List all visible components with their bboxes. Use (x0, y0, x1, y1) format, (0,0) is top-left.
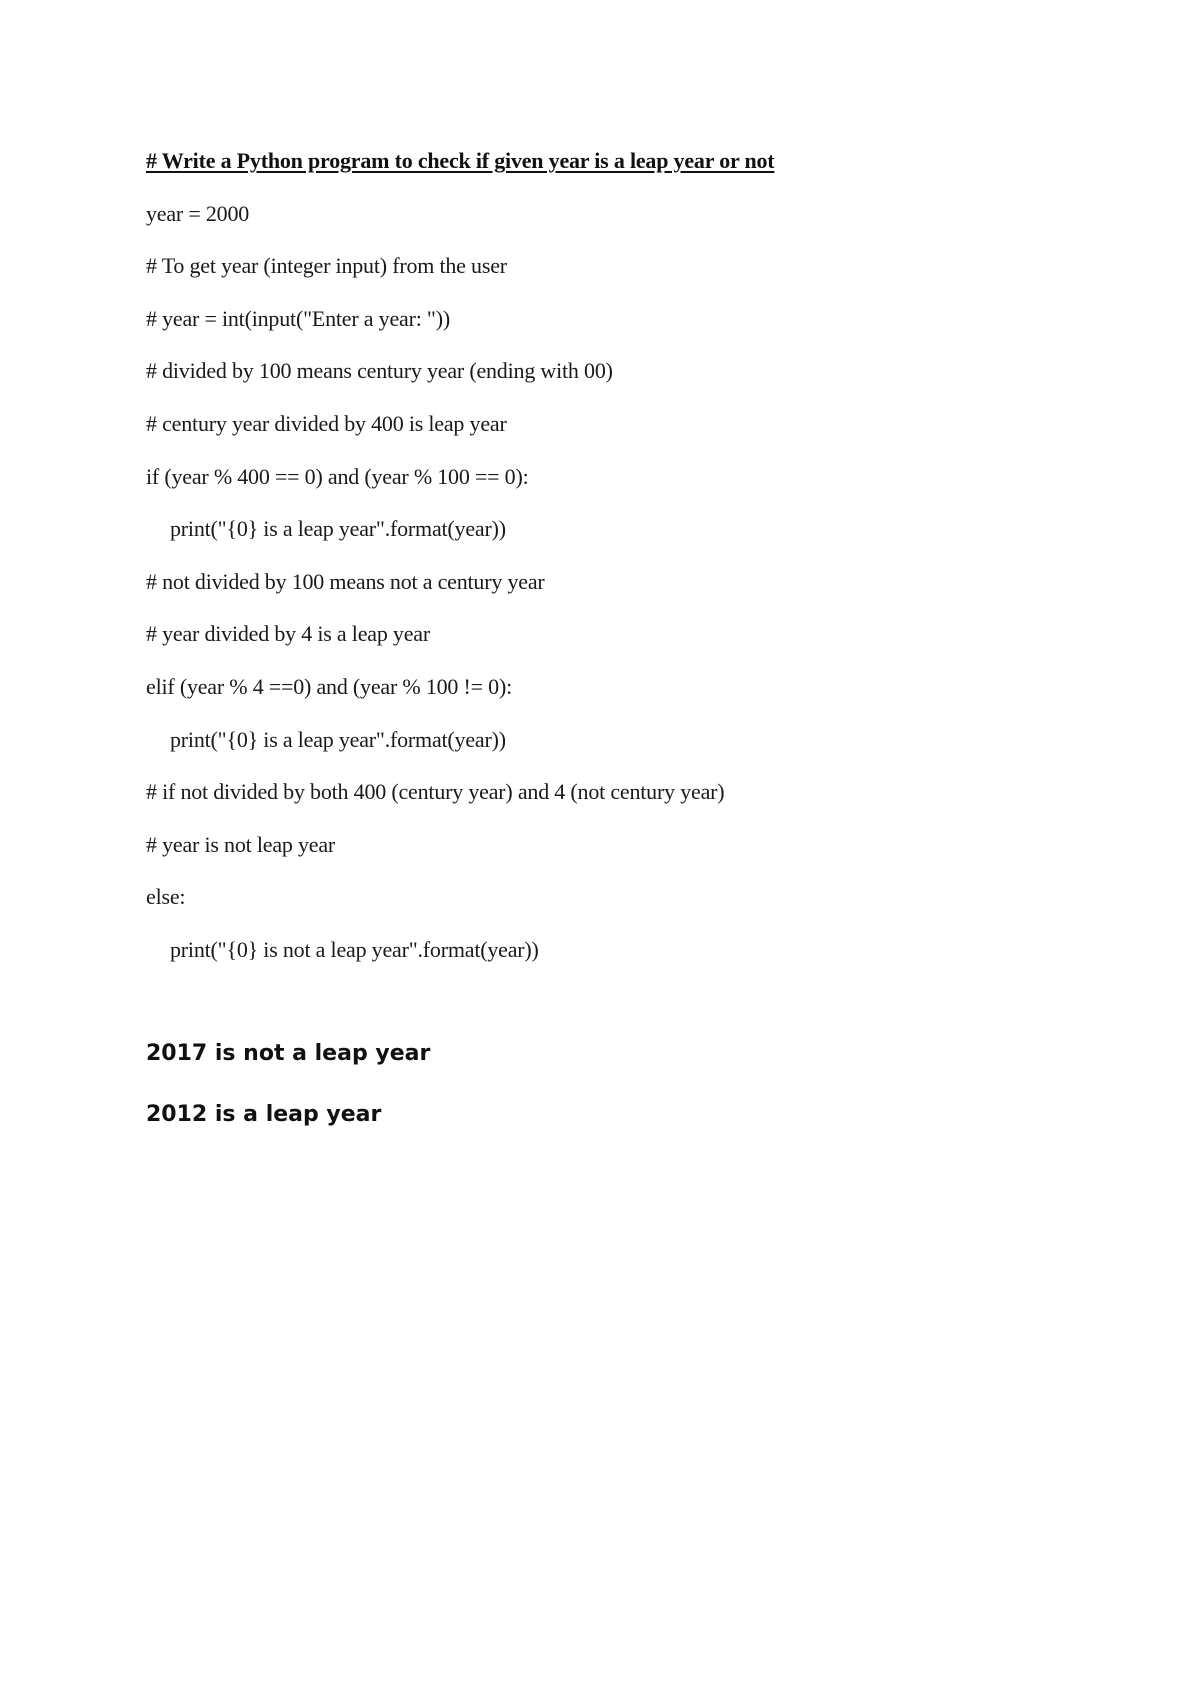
code-line-comment-not-divided: # if not divided by both 400 (century year) and 4 (not century year) (146, 779, 725, 805)
code-line-if: if (year % 400 == 0) and (year % 100 == 0): (146, 463, 529, 489)
code-line-elif: elif (year % 4 ==0) and (year % 100 != 0): (146, 673, 513, 699)
code-line-comment-divided-4: # year divided by 4 is a leap year (146, 621, 430, 647)
code-line-comment-year-input: # year = int(input("Enter a year: ")) (146, 305, 450, 331)
program-output (146, 1034, 1146, 1156)
code-line-comment-not-leap: # year is not leap year (146, 831, 336, 857)
code-line-comment-not-century: # not divided by 100 means not a century year (146, 568, 545, 594)
code-line-print-leap-1: print("{0} is a leap year".format(year)) (170, 516, 506, 542)
code-listing (146, 141, 1146, 983)
code-line-comment-input: # To get year (integer input) from the user (146, 253, 507, 279)
code-line-print-not-leap: print("{0} is not a leap year".format(year)) (170, 936, 539, 962)
code-line-year-assign: year = 2000 (146, 200, 250, 226)
code-line-else: else: (146, 884, 186, 910)
output-line-2012: 2012 is a leap year (146, 1102, 382, 1127)
document-title: # Write a Python program to check if given year is a leap year or not (146, 148, 775, 173)
code-line-comment-century: # divided by 100 means century year (ending with 00) (146, 358, 613, 384)
code-line-comment-century-400: # century year divided by 400 is leap year (146, 410, 507, 436)
code-line-print-leap-2: print("{0} is a leap year".format(year)) (170, 726, 506, 752)
output-line-2017: 2017 is not a leap year (146, 1041, 431, 1066)
